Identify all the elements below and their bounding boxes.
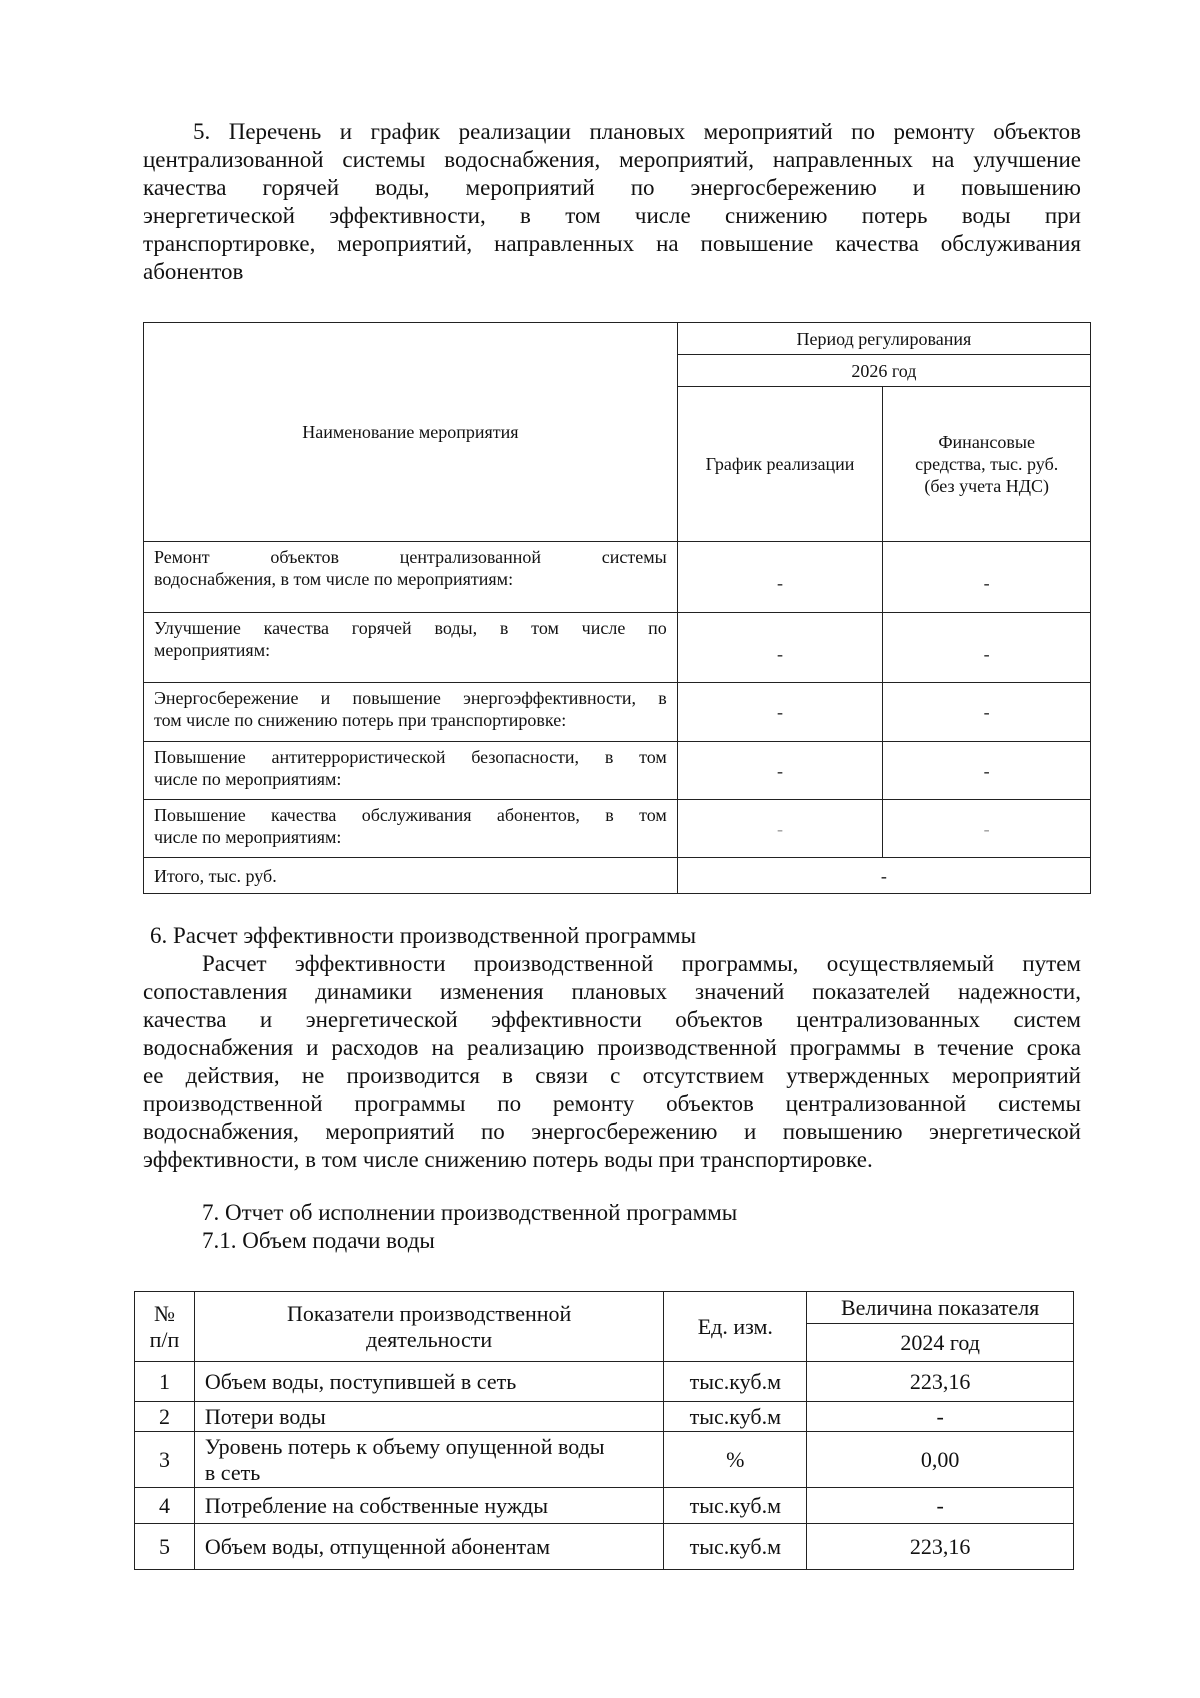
section5-line: качества горячей воды, мероприятий по энергосбережению и повышению xyxy=(143,175,1081,200)
row-num: 2 xyxy=(135,1402,195,1432)
row-num: 4 xyxy=(135,1488,195,1524)
finance-cell: - xyxy=(883,542,1091,613)
row-unit: тыс.куб.м xyxy=(664,1524,807,1570)
measure-name-line: Ремонт объектов централизованной системы xyxy=(154,547,667,567)
header-indicator-line: Показатели производственной xyxy=(287,1300,572,1326)
table-row xyxy=(144,683,1091,742)
row-indicator: Потребление на собственные нужды xyxy=(194,1488,663,1524)
section6-line: эффективности, в том числе снижению потерь воды при транспортировке. xyxy=(143,1147,873,1172)
measure-name-line: Улучшение качества горячей воды, в том числе по xyxy=(154,618,667,638)
header-num xyxy=(135,1292,195,1362)
row-indicator-line: в сеть xyxy=(204,1459,261,1485)
section6-line: ее действия, не производится в связи с отсутствием утвержденных мероприятий xyxy=(143,1063,1081,1088)
measure-name xyxy=(144,742,678,800)
measure-name-line: Повышение качества обслуживания абонентов, в том xyxy=(154,805,667,825)
section6-line: водоснабжения и расходов на реализацию производственной программы в течение срока xyxy=(143,1035,1081,1060)
header-finance xyxy=(883,387,1091,542)
row-indicator: Потери воды xyxy=(194,1402,663,1432)
header-measure-name: Наименование мероприятия xyxy=(144,323,678,542)
section6-line: сопоставления динамики изменения плановых значений показателей надежности, xyxy=(143,979,1081,1004)
header-num-line: № xyxy=(153,1300,175,1326)
schedule-cell: - xyxy=(677,613,883,683)
row-value: - xyxy=(807,1488,1074,1524)
row-indicator xyxy=(194,1432,663,1488)
section6-line: качества и энергетической эффективности объектов централизованных систем xyxy=(143,1007,1081,1032)
row-unit: % xyxy=(664,1432,807,1488)
row-unit: тыс.куб.м xyxy=(664,1488,807,1524)
measure-name-line: том числе по снижению потерь при транспортировке: xyxy=(154,710,567,730)
measure-name xyxy=(144,542,678,613)
table-total-row xyxy=(144,858,1091,894)
section5-line: транспортировке, мероприятий, направленных на повышение качества обслуживания xyxy=(143,231,1081,256)
row-unit: тыс.куб.м xyxy=(664,1402,807,1432)
header-finance-line: (без учета НДС) xyxy=(924,476,1049,496)
header-period: Период регулирования xyxy=(677,323,1090,355)
header-value: Величина показателя xyxy=(807,1292,1074,1324)
header-year: 2024 год xyxy=(807,1324,1074,1362)
header-year: 2026 год xyxy=(677,355,1090,387)
row-value: 223,16 xyxy=(807,1362,1074,1402)
measure-name xyxy=(144,683,678,742)
table-row xyxy=(144,542,1091,613)
finance-cell: - xyxy=(883,613,1091,683)
measure-name xyxy=(144,613,678,683)
header-num-line: п/п xyxy=(149,1326,180,1352)
section7-title: 7. Отчет об исполнении производственной программы xyxy=(202,1200,738,1225)
row-indicator: Объем воды, поступившей в сеть xyxy=(194,1362,663,1402)
finance-cell: - xyxy=(883,800,1091,858)
measure-name-line: Повышение антитеррористической безопасности, в том xyxy=(154,747,667,767)
section5-line: централизованной системы водоснабжения, мероприятий, направленных на улучшение xyxy=(143,147,1081,172)
row-value: 0,00 xyxy=(807,1432,1074,1488)
finance-cell: - xyxy=(883,683,1091,742)
section5-line: энергетической эффективности, в том числе снижению потерь воды при xyxy=(143,203,1081,228)
table-row xyxy=(144,742,1091,800)
table-row xyxy=(135,1362,1074,1402)
row-num: 1 xyxy=(135,1362,195,1402)
header-indicator-line: деятельности xyxy=(366,1326,493,1352)
row-value: 223,16 xyxy=(807,1524,1074,1570)
schedule-cell: - xyxy=(677,742,883,800)
row-unit: тыс.куб.м xyxy=(664,1362,807,1402)
table-row xyxy=(135,1488,1074,1524)
schedule-cell: - xyxy=(677,800,883,858)
section5-paragraph xyxy=(143,118,1081,286)
measure-name-line: мероприятиям: xyxy=(154,640,271,660)
row-num: 5 xyxy=(135,1524,195,1570)
header-finance-line: Финансовые xyxy=(938,432,1036,452)
schedule-cell: - xyxy=(677,542,883,613)
header-unit: Ед. изм. xyxy=(664,1292,807,1362)
schedule-cell: - xyxy=(677,683,883,742)
row-indicator: Объем воды, отпущенной абонентам xyxy=(194,1524,663,1570)
section6-line: производственной программы по ремонту объектов централизованной системы xyxy=(143,1091,1081,1116)
finance-cell: - xyxy=(883,742,1091,800)
measure-name-line: водоснабжения, в том числе по мероприятиям: xyxy=(154,569,514,589)
section6-line: водоснабжения, мероприятий по энергосбережению и повышению энергетической xyxy=(143,1119,1081,1144)
header-finance-line: средства, тыс. руб. xyxy=(915,454,1059,474)
measure-name-line: числе по мероприятиям: xyxy=(154,769,342,789)
table-row xyxy=(144,613,1091,683)
measure-name-line: числе по мероприятиям: xyxy=(154,827,342,847)
total-label: Итого, тыс. руб. xyxy=(144,858,678,894)
header-schedule: График реализации xyxy=(677,387,883,542)
total-value: - xyxy=(677,858,1090,894)
table-row xyxy=(144,800,1091,858)
table-row xyxy=(135,1524,1074,1570)
table-row xyxy=(135,1432,1074,1488)
section7-subtitle: 7.1. Объем подачи воды xyxy=(202,1228,435,1253)
row-value: - xyxy=(807,1402,1074,1432)
row-indicator-line: Уровень потерь к объему опущенной воды xyxy=(204,1433,605,1459)
table-row xyxy=(135,1402,1074,1432)
section6-title: 6. Расчет эффективности производственной программы xyxy=(150,923,697,948)
section6-line: Расчет эффективности производственной программы, осуществляемый путем xyxy=(202,951,1081,976)
plan-measures-table xyxy=(143,322,1091,894)
water-supply-table xyxy=(134,1291,1074,1570)
section5-line: 5. Перечень и график реализации плановых мероприятий по ремонту объектов xyxy=(193,119,1081,144)
measure-name-line: Энергосбережение и повышение энергоэффективности, в xyxy=(154,688,667,708)
section5-line: абонентов xyxy=(143,259,244,284)
row-num: 3 xyxy=(135,1432,195,1488)
section6-paragraph xyxy=(143,950,1081,1174)
measure-name xyxy=(144,800,678,858)
header-indicator xyxy=(194,1292,663,1362)
